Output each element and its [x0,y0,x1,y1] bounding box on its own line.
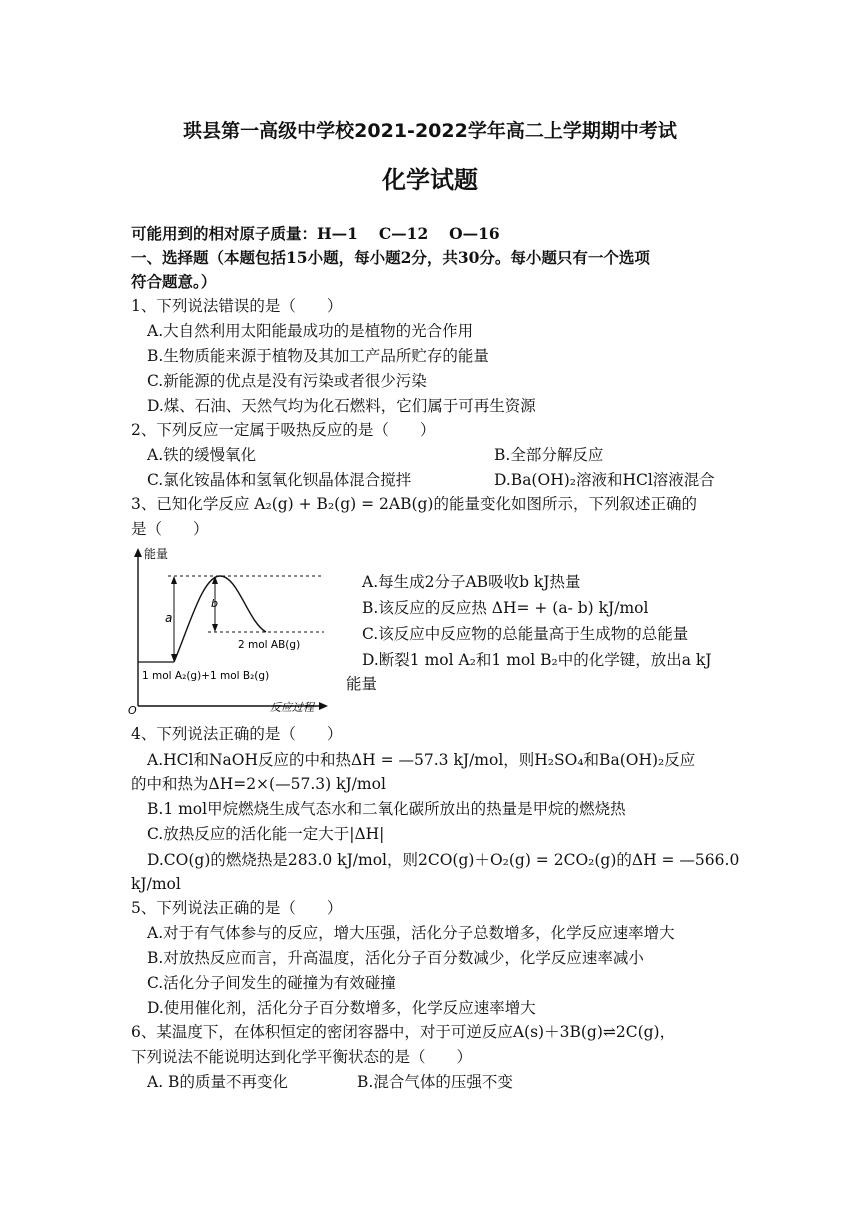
q5-option-d: D.使用催化剂，活化分子百分数增多，化学反应速率增大 [147,999,536,1017]
q5-option-a: A.对于有气体参与的反应，增大压强，活化分子总数增多，化学反应速率增大 [147,924,675,942]
label-b: b [211,597,218,610]
q3-option-c: C.该反应中反应物的总能量高于生成物的总能量 [362,625,689,643]
q2-option-c: C.氯化铵晶体和氢氧化钡晶体混合搅拌 [147,471,412,489]
x-axis-arrow-icon [319,702,328,710]
section-heading-line2: 符合题意。） [131,272,217,291]
q1-option-c: C.新能源的优点是没有污染或者很少污染 [147,372,427,390]
q1-option-a: A.大自然利用太阳能最成功的是植物的光合作用 [147,322,474,340]
q4-option-a-line1: A.HCl和NaOH反应的中和热ΔH = —57.3 kJ/mol，则H₂SO₄和Ba(OH)₂反应 [147,751,696,769]
q3-option-b: B.该反应的反应热 ΔH= + (a- b) kJ/mol [362,599,649,617]
q4-stem: 4、下列说法正确的是（ ） [131,725,343,743]
q4-option-c: C.放热反应的活化能一定大于|ΔH| [147,825,385,843]
section-heading-line1: 一、选择题（本题包括15小题，每小题2分，共30分。每小题只有一个选项 [131,248,650,267]
energy-diagram [128,544,328,714]
q3-stem-line1: 3、已知化学反应 A₂(g) + B₂(g) = 2AB(g)的能量变化如图所示，下列叙述正确的 [131,495,697,513]
product-label: 2 mol AB(g) [238,639,301,651]
q5-option-b: B.对放热反应而言，升高温度，活化分子百分数减少，化学反应速率减小 [147,949,644,967]
q2-stem: 2、下列反应一定属于吸热反应的是（ ） [131,421,436,439]
q5-stem: 5、下列说法正确的是（ ） [131,899,343,917]
q6-stem-line1: 6、某温度下，在体积恒定的密闭容器中，对于可逆反应A(s)＋3B(g)⇌2C(g)， [131,1023,676,1041]
origin-label: O [128,704,137,714]
reactant-label: 1 mol A₂(g)+1 mol B₂(g) [142,670,270,682]
exam-title: 珙县第一高级中学校2021-2022学年高二上学期期中考试 [183,120,677,142]
q4-option-d-line2: kJ/mol [131,875,181,893]
q3-option-a: A.每生成2分子AB吸收b kJ热量 [362,573,581,591]
q1-option-b: B.生物质能来源于植物及其加工产品所贮存的能量 [147,347,489,365]
arrow-b-down-icon [212,624,218,632]
q2-option-b: B.全部分解反应 [494,446,604,464]
q3-stem-line2: 是（ ） [131,520,209,538]
q2-option-a: A.铁的缓慢氧化 [147,446,257,464]
atomic-mass-note: 可能用到的相对原子质量：H—1 C—12 O—16 [131,224,500,243]
y-axis-arrow-icon [134,548,142,557]
q6-stem-line2: 下列说法不能说明达到化学平衡状态的是（ ） [131,1048,473,1066]
q5-option-c: C.活化分子间发生的碰撞为有效碰撞 [147,974,396,992]
q1-option-d: D.煤、石油、天然气均为化石燃料，它们属于可再生资源 [147,397,536,415]
arrow-a-up-icon [171,576,177,584]
exam-subtitle: 化学试题 [382,166,478,194]
q1-stem: 1、下列说法错误的是（ ） [131,297,343,315]
q4-option-d-line1: D.CO(g)的燃烧热是283.0 kJ/mol，则2CO(g)＋O₂(g) = 2CO₂(g)的ΔH = —566.0 [147,851,740,869]
q4-option-b: B.1 mol甲烷燃烧生成气态水和二氧化碳所放出的热量是甲烷的燃烧热 [147,800,626,818]
q4-option-a-line2: 的中和热为ΔH=2×(—57.3) kJ/mol [131,775,386,793]
q2-option-d: D.Ba(OH)₂溶液和HCl溶液混合 [494,471,715,489]
y-axis-label: 能量 [144,547,169,561]
x-axis-label: 反应过程 [270,701,314,714]
q3-option-d-line2: 能量 [346,675,378,693]
q6-option-b: B.混合气体的压强不变 [357,1073,513,1091]
label-a: a [165,611,173,625]
q6-option-a: A. B的质量不再变化 [147,1073,288,1091]
q3-option-d-line1: D.断裂1 mol A₂和1 mol B₂中的化学键，放出a kJ [362,651,712,669]
